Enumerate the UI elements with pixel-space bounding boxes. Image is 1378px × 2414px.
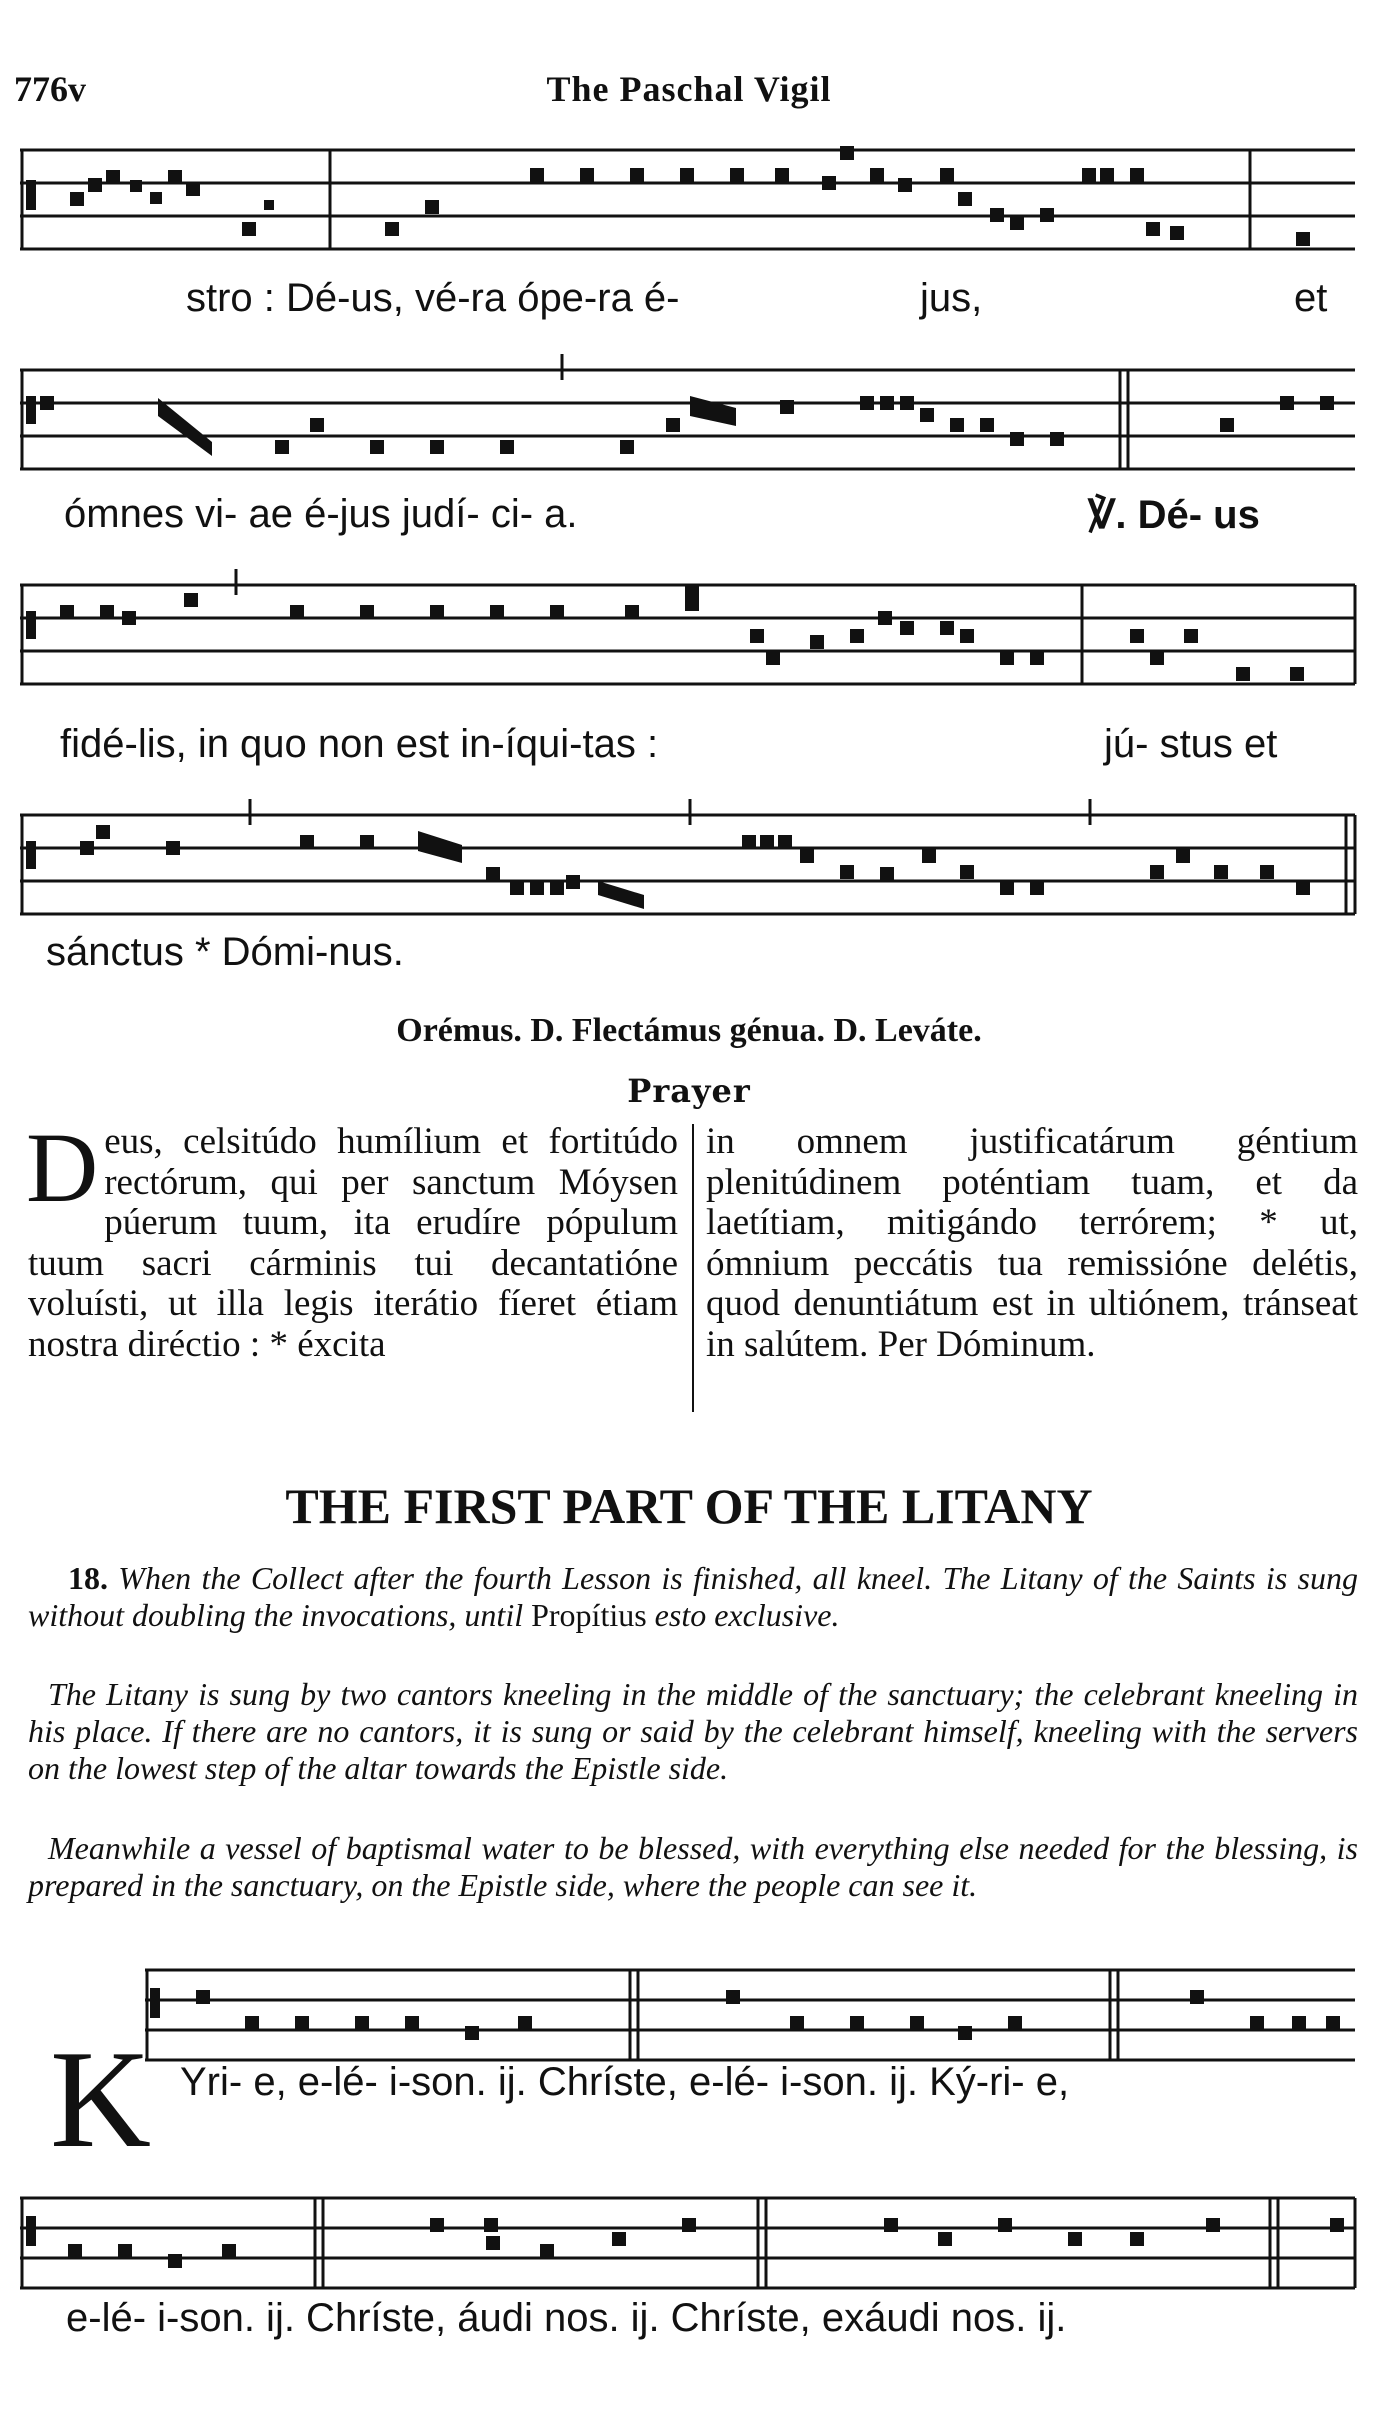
chant-lyric-4: sánctus * Dómi-nus. — [46, 930, 404, 974]
chant-staff-3 — [0, 575, 1378, 725]
chant-lyric-1a: stro : Dé-us, vé-ra ópe-ra é- — [186, 276, 680, 320]
chant-staff-1 — [0, 140, 1378, 290]
rubric-p1-b: esto exclusive. — [654, 1597, 840, 1633]
prayer-text-right: in omnem justificatárum géntium plenitúdinem poténtiam tuam, et da laetítiam, mitigándo terrórem; * ut, ómnium peccátis tua remissióne delétis, quod denuntiátum est in ultiónem, tránseat in salútem. Per Dóminum. — [706, 1121, 1358, 1365]
oremus-line: Orémus. D. Flectámus génua. D. Leváte. — [396, 1012, 982, 1049]
chant-lyric-2b: ℣. Dé- us — [1088, 493, 1260, 537]
chant-lyric-1b: jus, — [920, 276, 983, 320]
chant-lyric-3a: fidé-lis, in quo non est in-íqui-tas : — [60, 722, 659, 766]
chant-lyric-3b: jú- stus et — [1104, 722, 1278, 766]
page-number: 776v — [14, 69, 86, 109]
chant-staff-2 — [0, 360, 1378, 510]
rubric-p1-a: When the Collect after the fourth Lesson is finished, all kneel. The Litany of the Saints is sung without doubling the invocations, until — [28, 1560, 1359, 1633]
litany-lyric-1: Yri- e, e-lé- i-son. ij. Chríste, e-lé- i-son. ij. Ký-ri- e, — [180, 2060, 1070, 2104]
chant-lyric-2a: ómnes vi- ae é-jus judí- ci- a. — [64, 492, 578, 536]
litany-title: THE FIRST PART OF THE LITANY — [285, 1478, 1093, 1534]
rubric-p1-word: Propítius — [531, 1597, 647, 1633]
prayer-dropcap: D — [26, 1112, 99, 1223]
prayer-left-body: eus, celsitúdo humílium et fortitúdo rectórum, qui per sanctum Móysen púerum tuum, ita erudíre pópulum tuum sacri cárminis tui decantatióne voluísti, ut illa legis iterátio fíeret étiam nostra diréctio : * éxcita — [28, 1121, 678, 1365]
rubric-number: 18. — [68, 1560, 108, 1596]
litany-lyric-2: e-lé- i-son. ij. Chríste, áudi nos. ij. Chríste, exáudi nos. ij. — [66, 2296, 1067, 2340]
litany-initial: K — [50, 2022, 152, 2177]
chant-lyric-1c: et — [1294, 276, 1328, 320]
rubric-paragraph-1 — [28, 1560, 1358, 1634]
rubric-paragraph-2: The Litany is sung by two cantors kneeling in the middle of the sanctuary; the celebrant kneeling in his place. If there are no cantors, it is sung or said by the celebrant himself, kneeling with the servers on the lowest step of the altar towards the Epistle side. — [28, 1676, 1358, 1786]
column-divider — [692, 1124, 694, 1412]
running-title: The Paschal Vigil — [546, 69, 832, 109]
rubric-paragraph-3: Meanwhile a vessel of baptismal water to be blessed, with everything else needed for the blessing, is prepared in the sanctuary, on the Epistle side, where the people can see it. — [28, 1830, 1358, 1903]
prayer-title: Prayer — [627, 1072, 751, 1110]
prayer-text-left — [26, 1112, 678, 1365]
